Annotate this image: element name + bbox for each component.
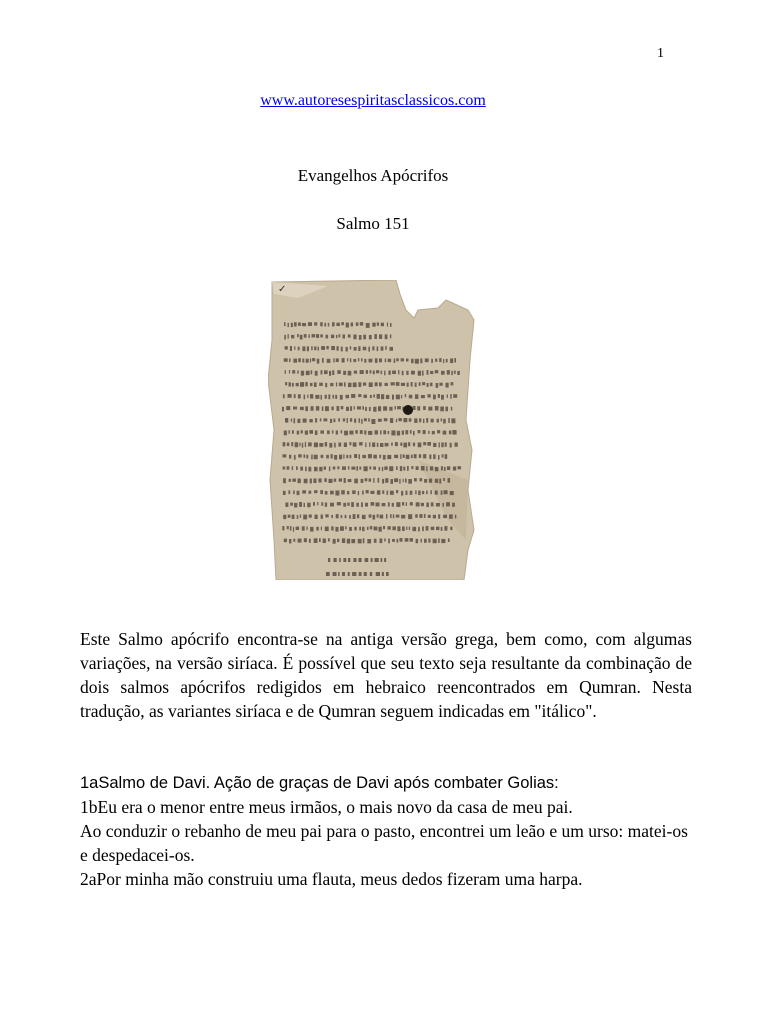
verse-line: 1aSalmo de Davi. Ação de graças de Davi após combater Golias: (80, 774, 559, 792)
document-title: Evangelhos Apócrifos (297, 166, 449, 185)
verse-line: 2aPor minha mão construiu uma flauta, meus dedos fizeram uma harpa. (80, 869, 583, 889)
verse-line: Ao conduzir o rebanho de meu pai para o pasto, encontrei um leão e um urso: matei-os e despedacei-os. (80, 821, 688, 865)
verse-line: 1bEu era o menor entre meus irmãos, o mais novo da casa de meu pai. (80, 797, 573, 817)
document-subtitle: Salmo 151 (336, 214, 410, 233)
svg-text:✓: ✓ (278, 284, 287, 295)
page-number: 1 (657, 46, 664, 61)
site-link[interactable]: www.autoresespiritasclassicos.com (260, 92, 486, 109)
verses-block (80, 771, 692, 891)
intro-paragraph: Este Salmo apócrifo encontra-se na antiga versão grega, bem como, com algumas variações, na versão siríaca. É possível que seu texto seja resultante da combinação de dois salmos apócrifos redigidos em hebraico reencontrados em Qumran. Nesta tradução, as variantes siríaca e de Qumran seguem indicadas em "itálico". (80, 629, 692, 721)
papyrus-manuscript-image (268, 280, 478, 580)
